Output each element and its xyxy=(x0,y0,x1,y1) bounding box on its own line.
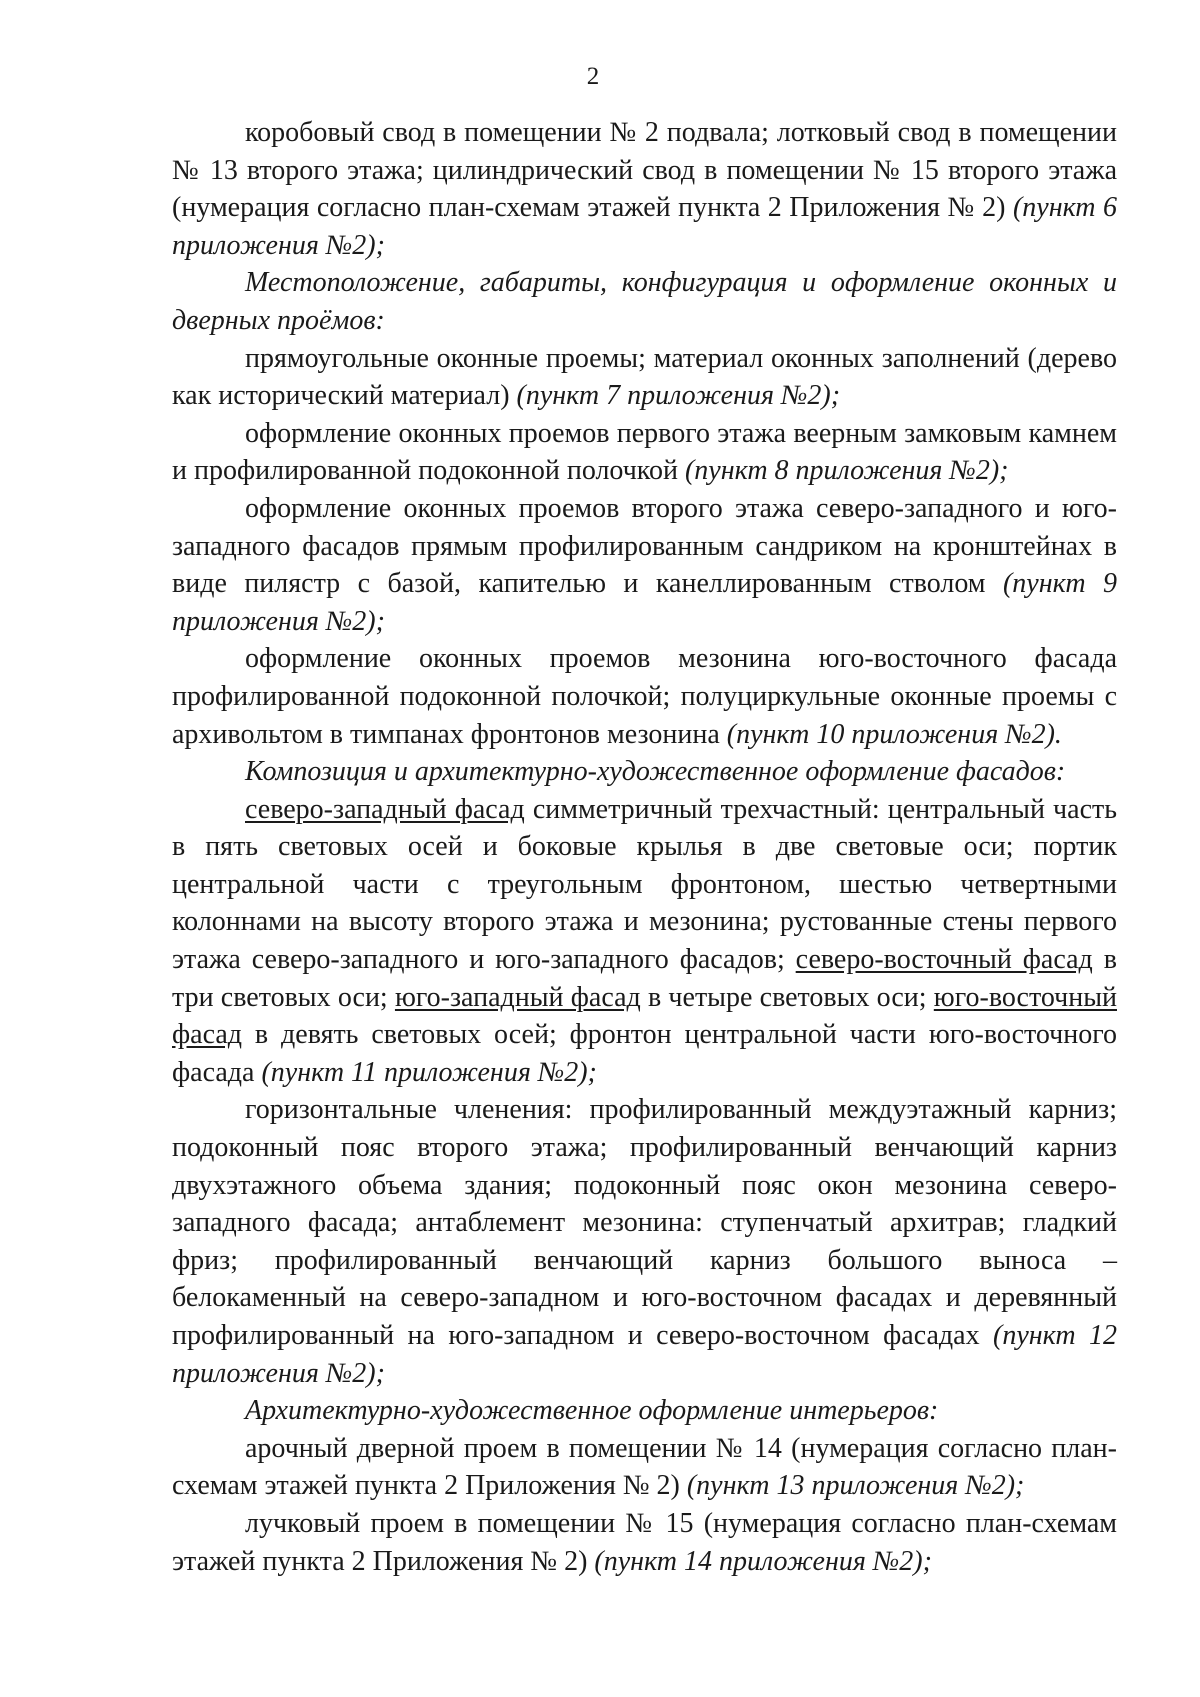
italic-text-segment: (пункт 13 приложения №2); xyxy=(686,1470,1025,1502)
text-segment: симметричный трехчастный: центральный часть в пять световых осей и боковые крылья в две световые оси; портик центральной части с треугольным фронтоном, шестью четвертными колоннами на высоту второго этажа и мезонина; рустованные стены первого этажа северо-западного и юго-западного фасадов; xyxy=(172,793,1117,976)
page-number: 2 xyxy=(586,63,600,90)
paragraph xyxy=(172,1505,1117,1580)
italic-text-segment: Местоположение, габариты, конфигурация и оформление оконных и дверных проёмов: xyxy=(172,267,1117,336)
document-body xyxy=(172,114,1117,1580)
paragraph xyxy=(172,791,1117,1092)
italic-text-segment: (пункт 14 приложения №2); xyxy=(594,1545,932,1577)
text-segment: оформление оконных проемов первого этажа веерным замковым камнем и профилированной подоконной полочкой xyxy=(172,417,1117,487)
paragraph xyxy=(172,490,1117,640)
italic-text-segment: (пункт 8 приложения №2); xyxy=(684,455,1009,487)
underlined-text-segment: северо-западный фасад xyxy=(245,793,525,825)
text-segment: горизонтальные членения: профилированный междуэтажный карниз; подоконный пояс второго этажа; профилированный венчающий карниз двухэтажного объема здания; подоконный пояс окон мезонина северо-западного фасада; антаблемент мезонина: ступенчатый архитрав; гладкий фриз; профилированный венчающий карниз большого выноса – белокаменный на северо-западном и юго-восточном фасадах и деревянный профилированный на юго-западном и северо-восточном фасадах xyxy=(172,1094,1117,1351)
italic-text-segment: (пункт 12 приложения №2); xyxy=(172,1320,1118,1389)
text-segment: оформление оконных проемов второго этажа северо-западного и юго-западного фасадов прямым профилированным сандриком на кронштейнах в виде пилястр с базой, капителью и канеллированным стволом xyxy=(172,492,1117,600)
text-segment: в девять световых осей; фронтон центральной части юго-восточного фасада xyxy=(172,1019,1117,1088)
text-segment: в три световых оси; xyxy=(172,944,1117,1013)
italic-text-segment: (пункт 9 приложения №2); xyxy=(172,568,1118,637)
paragraph xyxy=(172,753,1117,791)
paragraph xyxy=(172,1091,1117,1392)
paragraph xyxy=(172,1430,1117,1505)
italic-text-segment: Архитектурно-художественное оформление интерьеров: xyxy=(245,1395,939,1427)
italic-text-segment: (пункт 7 приложения №2); xyxy=(516,380,841,412)
paragraph xyxy=(172,1392,1117,1430)
text-segment: в четыре световых оси; xyxy=(640,981,934,1013)
paragraph xyxy=(172,340,1117,415)
paragraph xyxy=(172,114,1117,264)
paragraph xyxy=(172,415,1117,490)
text-segment: арочный дверной проем в помещении № 14 (нумерация согласно план-схемам этажей пункта 2 Приложения № 2) xyxy=(172,1432,1117,1502)
italic-text-segment: (пункт 11 приложения №2); xyxy=(261,1056,597,1088)
italic-text-segment: Композиция и архитектурно-художественное оформление фасадов: xyxy=(245,756,1066,788)
italic-text-segment: (пункт 6 приложения №2); xyxy=(172,192,1118,261)
text-segment: оформление оконных проемов мезонина юго-восточного фасада профилированной подоконной полочкой; полуциркульные оконные проемы с архивольтом в тимпанах фронтонов мезонина xyxy=(172,643,1117,750)
italic-text-segment: (пункт 10 приложения №2). xyxy=(726,718,1062,750)
underlined-text-segment: северо-восточный фасад xyxy=(795,944,1093,976)
paragraph xyxy=(172,640,1117,753)
underlined-text-segment: юго-западный фасад xyxy=(394,981,641,1013)
paragraph xyxy=(172,264,1117,339)
underlined-text-segment: юго-восточный фасад xyxy=(172,981,1117,1051)
text-segment: лучковый проем в помещении № 15 (нумерация согласно план-схемам этажей пункта 2 Приложения № 2) xyxy=(172,1507,1117,1577)
text-segment: коробовый свод в помещении № 2 подвала; лотковый свод в помещении № 13 второго этажа; цилиндрический свод в помещении № 15 второго этажа (нумерация согласно план-схемам этажей пункта 2 Приложения № 2) xyxy=(172,117,1117,224)
text-segment: прямоугольные оконные проемы; материал оконных заполнений (дерево как исторический материал) xyxy=(172,342,1117,412)
